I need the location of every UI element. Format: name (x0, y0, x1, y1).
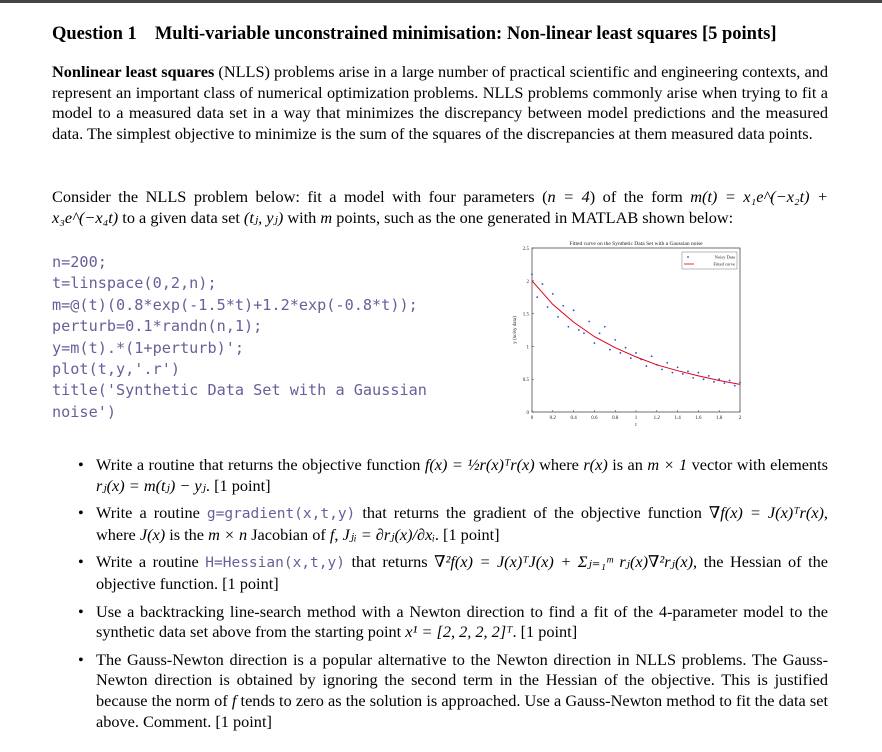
data-point (594, 342, 596, 344)
code-line: t=linspace(0,2,n); (52, 274, 217, 293)
x-tick-label: 1.2 (653, 416, 660, 421)
math-expr: m × n (208, 524, 248, 544)
question-number: Question 1 (52, 24, 137, 44)
math-expr: Jⱼᵢ = ∂rⱼ(x)/∂xᵢ (342, 524, 435, 544)
math-expr: ∇f(x) = J(x)ᵀr(x) (708, 503, 824, 523)
data-point (625, 347, 627, 349)
data-point (713, 381, 715, 383)
data-point (599, 332, 601, 334)
math-expr: m × 1 (647, 455, 688, 474)
data-point (614, 339, 616, 341)
y-tick-label: 1.5 (522, 312, 529, 318)
data-point (552, 293, 554, 295)
data-point (542, 283, 544, 285)
x-tick-label: 2 (738, 416, 742, 421)
data-point (568, 326, 570, 328)
data-point (646, 365, 648, 367)
data-point (739, 382, 741, 384)
bullet-mark: • (78, 649, 84, 669)
y-tick-label: 0 (526, 411, 529, 416)
data-point (677, 366, 679, 368)
task-text: Write a routine (96, 503, 207, 523)
intro-bold-term: Nonlinear least squares (52, 62, 215, 81)
x-tick-label: 0.6 (591, 416, 598, 421)
task-objective (78, 455, 828, 496)
data-point (724, 382, 726, 384)
math-expr: f (329, 524, 335, 544)
task-text: , (334, 524, 343, 544)
x-tick-label: 1.4 (674, 416, 681, 421)
task-text: that returns the gradient of the objective function (355, 503, 709, 523)
fitted-curve-chart (490, 236, 750, 436)
problem-text: with (283, 207, 321, 227)
task-text: is an (607, 455, 648, 474)
bullet-mark: • (78, 552, 84, 572)
math-expr: f(x) = ½r(x)ᵀr(x) (424, 455, 535, 474)
top-rule (0, 0, 882, 3)
task-text: tends to zero as the solution is approached. Use a Gauss-Newton method to fit the data set above. Comment. [1 point] (96, 690, 829, 731)
data-point (708, 375, 710, 377)
math-expr: ∇²f(x) = J(x)ᵀJ(x) + Σⱼ₌₁ᵐ rⱼ(x)∇²rⱼ(x) (434, 552, 694, 572)
code-snippet: H=Hessian(x,t,y) (205, 555, 345, 572)
code-line: noise') (52, 402, 117, 421)
task-text: The Gauss-Newton direction is a popular alternative to the Newton direction in NLLS problems. The Gauss-Newton direction is obtained by ignoring the second term in the Hessian of the objective. This is justified because the norm of (96, 649, 828, 710)
task-text: , the Hessian of the objective function. [1 point] (96, 552, 828, 593)
data-point (557, 316, 559, 318)
code-line: plot(t,y,'.r') (52, 360, 181, 379)
data-point (661, 368, 663, 370)
math-expr: f (231, 690, 237, 710)
problem-paragraph (52, 187, 828, 228)
intro-paragraph (52, 62, 828, 144)
data-point (630, 357, 632, 359)
task-gradient (78, 503, 828, 545)
task-text: . [1 point] (512, 622, 578, 642)
task-text: Write a routine (96, 552, 206, 572)
x-tick-label: 0 (530, 416, 534, 421)
bullet-mark: • (78, 601, 84, 621)
data-point (620, 352, 622, 354)
matlab-code-block (52, 252, 427, 423)
data-point (578, 329, 580, 331)
y-tick-label: 2 (526, 279, 529, 285)
x-tick-label: 0.2 (549, 416, 556, 421)
math-expr: r(x) (583, 455, 608, 474)
x-tick-label: 1 (634, 416, 638, 421)
x-tick-label: 0.8 (612, 416, 619, 421)
code-line: m=@(t)(0.8*exp(-1.5*t)+1.2*exp(-0.8*t)); (52, 295, 418, 314)
chart-title: Fitted curve on the Synthetic Data Set with a Gaussian noise (569, 241, 703, 247)
task-text: that returns (344, 552, 435, 572)
question-heading: Multi-variable unconstrained minimisation: Non-linear least squares [5 points] (154, 24, 777, 44)
task-text: , where (96, 503, 828, 544)
math-expr: J(x) (139, 524, 166, 544)
task-list (78, 455, 828, 739)
task-gauss-newton (78, 650, 828, 732)
data-point (687, 370, 689, 372)
y-axis-label: y (noisy data) (513, 316, 518, 344)
data-point (692, 377, 694, 379)
model-formula: m(t) = x₁e^(−x₂t) + x₃e^(−x₄t) (52, 187, 828, 227)
data-point (651, 355, 653, 357)
legend-label: Fitted curve (713, 261, 735, 267)
legend-marker-points (687, 256, 689, 258)
task-hessian (78, 552, 828, 594)
bullet-mark: • (78, 455, 84, 474)
x-axis-label: t (635, 422, 637, 428)
code-line: n=200; (52, 253, 107, 271)
data-point (536, 296, 538, 298)
task-newton (78, 602, 828, 643)
legend-label: Noisy Data (714, 254, 735, 260)
data-point (604, 326, 606, 328)
param-count: n = 4 (547, 187, 590, 206)
x-tick-label: 1.6 (695, 416, 702, 421)
math-expr: rⱼ(x) = m(tⱼ) − yⱼ (96, 475, 206, 495)
x-tick-label: 1.8 (716, 416, 723, 421)
task-text: where (534, 455, 584, 474)
data-point (635, 352, 637, 354)
y-tick-label: 0.5 (522, 378, 529, 384)
plot-area (532, 248, 740, 412)
data-point (573, 309, 575, 311)
problem-text: to a given data set (118, 207, 244, 227)
data-point (588, 321, 590, 323)
data-point (698, 372, 700, 374)
data-point (672, 372, 674, 374)
data-point (531, 273, 533, 275)
task-text: is the (165, 524, 209, 544)
task-text: Use a backtracking line-search method with a Newton direction to find a fit of the 4-parameter model to the synthetic data set above from the starting point (96, 601, 828, 642)
data-point (562, 305, 564, 307)
code-line: y=m(t).*(1+perturb)'; (52, 338, 245, 357)
bullet-mark: • (78, 503, 84, 523)
code-line: title('Synthetic Data Set with a Gaussian (52, 381, 427, 400)
problem-text: points, such as the one generated in MATLAB shown below: (332, 207, 734, 227)
y-tick-label: 2.5 (522, 247, 529, 252)
data-point (729, 380, 731, 382)
problem-text: ) of the form (589, 187, 691, 206)
data-point (583, 332, 585, 334)
question-title (52, 24, 842, 45)
y-tick-label: 1 (526, 345, 529, 351)
data-point (718, 378, 720, 380)
code-snippet: g=gradient(x,t,y) (206, 506, 356, 523)
data-point (682, 373, 684, 375)
task-text: . [1 point] (205, 475, 271, 495)
x-tick-label: 0.4 (570, 416, 577, 421)
code-line: perturb=0.1*randn(n,1); (52, 317, 263, 336)
problem-text: Consider the NLLS problem below: fit a model with four parameters ( (52, 187, 548, 206)
intro-text: (NLLS) problems arise in a large number of practical scientific and engineering contexts, and represent an important class of numerical optimization problems. NLLS problems commonly arise when trying to fit a model to a measured data set in a way that minimizes the discrepancy between model predictions and the measured data. The simplest objective to minimize is the sum of the squares of the discrepancies at them measured data points. (52, 62, 828, 143)
task-text: vector with elements (687, 455, 828, 474)
data-point (547, 306, 549, 308)
points-symbol: m (320, 207, 333, 227)
data-point (703, 378, 705, 380)
math-expr: x¹ = [2, 2, 2, 2]ᵀ (405, 622, 513, 642)
task-text: Write a routine that returns the objective function (96, 455, 425, 474)
task-text: Jacobian of (247, 524, 330, 544)
data-point (666, 362, 668, 364)
task-text: . [1 point] (434, 524, 500, 544)
data-point (734, 385, 736, 387)
data-point (609, 349, 611, 351)
data-set-symbol: (tⱼ, yⱼ) (243, 207, 284, 227)
